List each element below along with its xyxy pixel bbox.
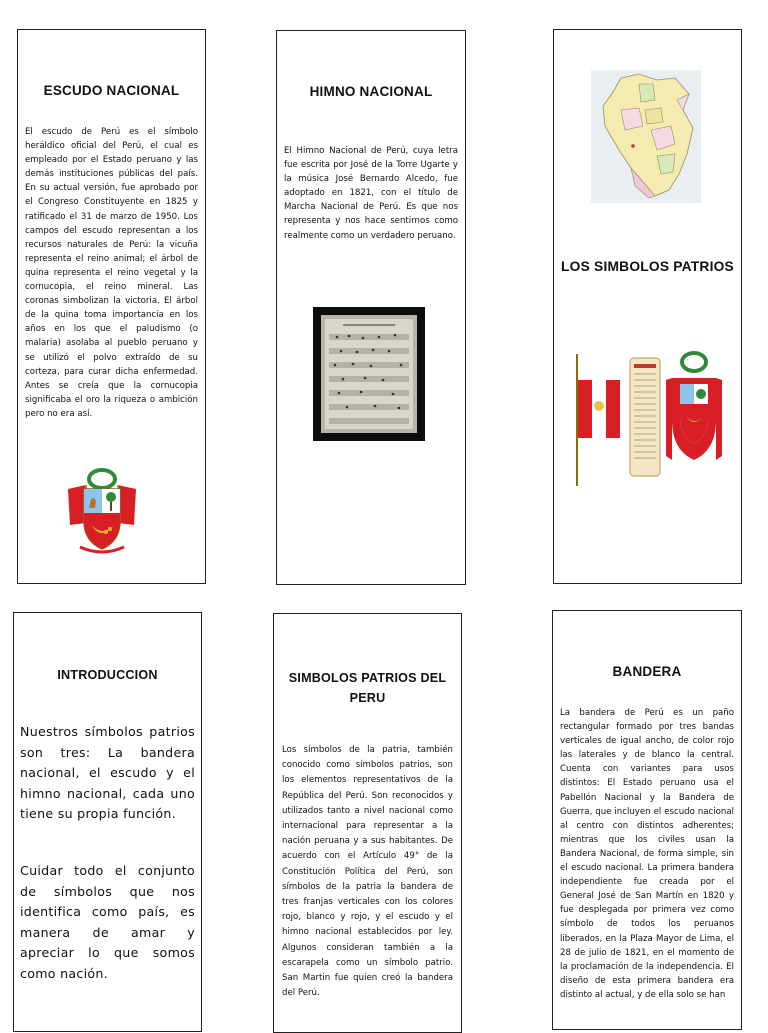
- panel-escudo-nacional: [17, 29, 206, 584]
- himno-body-text: El Himno Nacional de Perú, cuya letra fue escrita por José de la Torre Ugarte y la música José Bernardo Alcedo, fue adoptado en 1821, con el título de Marcha Nacional de Perú. Es que nos representa y nos hace sentirnos como realmente como un verdadero peruano.: [284, 146, 458, 241]
- panel-introduccion: [13, 612, 202, 1032]
- panel-himno-nacional: [276, 30, 466, 585]
- panel-simbolos-patrios-del-peru: [273, 613, 462, 1033]
- anthem-sheet-music-image: [313, 307, 425, 441]
- panel-bandera: [552, 610, 742, 1030]
- intro-paragraph-1: Nuestros símbolos patrios son tres: La bandera nacional, el escudo y el himno nacional, cada uno tiene su propia función.: [20, 724, 195, 821]
- panel-cover: [553, 29, 742, 584]
- patriotic-symbols-image: [574, 350, 730, 490]
- himno-title: HIMNO NACIONAL: [309, 84, 433, 99]
- coat-of-arms-image: [62, 463, 142, 555]
- bandera-body-text: La bandera de Perú es un paño rectangular formado por tres bandas verticales de igual ancho, de color rojo las laterales y de blanco la central. Cuenta con variantes para usos distintos: El Estado peruano usa el Pabellón Nacional y la Bandera de Guerra, que incluyen el escudo nacional al centro con distintos adherentes; mientras que los civiles usan la Bandera Nacional, de forma simple, sin el escudo nacional. La primera bandera independiente fue creada por el General José de San Martín en 1820 y fue desplegada por primera vez como símbolo de todos los peruanos liberados, en la Plaza Mayor de Lima, el 28 de julio de 1821, en el momento de la proclamación de la independencia. El diseño de esta primera bandera era distinto al actual, y de ella solo se han: [560, 708, 734, 1000]
- bandera-title: BANDERA: [612, 664, 682, 679]
- cover-title: LOS SIMBOLOS PATRIOS: [561, 259, 734, 274]
- peru-map-image: [591, 70, 701, 203]
- escudo-body-text: El escudo de Perú es el símbolo heráldico oficial del Perú, el cual es empleado por el Estado peruano y las demás instituciones públicas del país. En su actual versión, fue aprobado por el Congreso Constituyente en 1825 y ratificado el 31 de marzo de 1950. Los campos del escudo representan a los recursos naturales de Perú: la vicuña representa el reino animal; el árbol de quina representa el reino vegetal y la cornucopia, el reino mineral. Las coronas simbolizan la victoria. El árbol de la quina toma importancia en los años en los que el paludismo (o malaria) asolaba al pueblo peruano y se utilizó el polvo extraído de su corteza, para curar dicha enfermedad. Antes se creía que la cornucopia significaba el oro la riqueza o ambición pero no era así.: [25, 127, 198, 419]
- simbolos-title: SIMBOLOS PATRIOS DEL PERU: [288, 671, 447, 705]
- intro-paragraph-2: Cuidar todo el conjunto de símbolos que nos identifica como país, es manera de amar y apreciar lo que somos como nación.: [20, 863, 195, 981]
- simbolos-body-text: Los símbolos de la patria, también conocido como símbolos patrios, son los elementos representativos de la República del Perú. Son reconocidos y utilizados tanto a nivel nacional como internacional para representar a la nación peruana y a sus habitantes. De acuerdo con el Artículo 49° de la Constitución Política del Perú, son símbolos de la patria la bandera de tres franjas verticales con los colores rojo, blanco y rojo, y el escudo y el himno nacional establecidos por ley. Algunos consideran también a la escarapela como un símbolo patrio. San Martin fue quien creó la bandera del Perú.: [282, 745, 453, 999]
- escudo-title: ESCUDO NACIONAL: [43, 83, 180, 98]
- intro-title: INTRODUCCION: [57, 668, 158, 682]
